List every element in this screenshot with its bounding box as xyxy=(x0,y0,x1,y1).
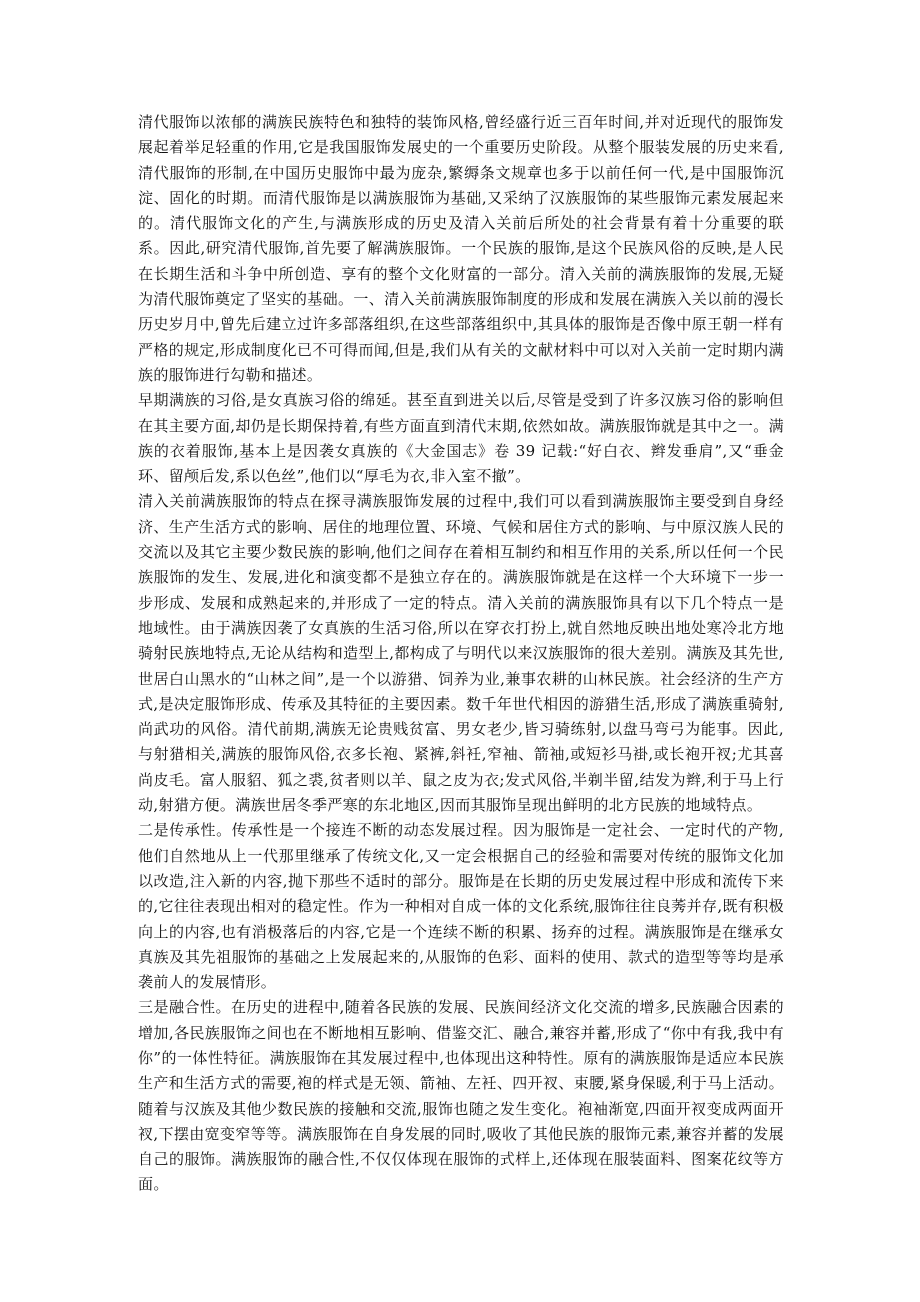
document-body xyxy=(138,110,784,1198)
paragraph-inheritance: 二是传承性。传承性是一个接连不断的动态发展过程。因为服饰是一定社会、一定时代的产物,他们自然地从上一代那里继承了传统文化,又一定会根据自己的经验和需要对传统的服饰文化加以改造,注入新的内容,抛下那些不适时的部分。服饰是在长期的历史发展过程中形成和流传下来的,它往往表现出相对的稳定性。作为一种相对自成一体的文化系统,服饰往往良莠并存,既有积极向上的内容,也有消极落后的内容,它是一个连续不断的积累、扬弃的过程。满族服饰是在继承女真族及其先祖服饰的基础之上发展起来的,从服饰的色彩、面料的使用、款式的造型等等均是承袭前人的发展情形。 xyxy=(138,821,784,992)
paragraph-intro: 清代服饰以浓郁的满族民族特色和独特的装饰风格,曾经盛行近三百年时间,并对近现代的服饰发展起着举足轻重的作用,它是我国服饰发展史的一个重要历史阶段。从整个服装发展的历史来看,清代服饰的形制,在中国历史服饰中最为庞杂,繁缛条文规章也多于以前任何一代,是中国服饰沉淀、固化的时期。而清代服饰是以满族服饰为基础,又采纳了汉族服饰的某些服饰元素发展起来的。清代服饰文化的产生,与满族形成的历史及清入关前后所处的社会背景有着十分重要的联系。因此,研究清代服饰,首先要了解满族服饰。一个民族的服饰,是这个民族风俗的反映,是人民在长期生活和斗争中所创造、享有的整个文化财富的一部分。清入关前的满族服饰的发展,无疑为清代服饰奠定了坚实的基础。一、清入关前满族服饰制度的形成和发展在满族入关以前的漫长历史岁月中,曾先后建立过许多部落组织,在这些部落组织中,其具体的服饰是否像中原王朝一样有严格的规定,形成制度化已不可得而闻,但是,我们从有关的文献材料中可以对入关前一定时期内满族的服饰进行勾勒和描述。 xyxy=(138,113,784,384)
paragraph-regional-features: 清入关前满族服饰的特点在探寻满族服饰发展的过程中,我们可以看到满族服饰主要受到自身经济、生产生活方式的影响、居住的地理位置、环境、气候和居住方式的影响、与中原汉族人民的交流以及其它主要少数民族的影响,他们之间存在着相互制约和相互作用的关系,所以任何一个民族服饰的发生、发展,进化和演变都不是独立存在的。满族服饰就是在这样一个大环境下一步一步形成、发展和成熟起来的,并形成了一定的特点。清入关前的满族服饰具有以下几个特点一是地域性。由于满族因袭了女真族的生活习俗,所以在穿衣打扮上,就自然地反映出地处寒冷北方地骑射民族地特点,无论从结构和造型上,都构成了与明代以来汉族服饰的很大差别。满族及其先世,世居白山黑水的“山林之间”,是一个以游猎、饲养为业,兼事农耕的山林民族。社会经济的生产方式,是决定服饰形成、传承及其特征的主要因素。数千年世代相因的游猎生活,形成了满族重骑射,尚武功的风俗。清代前期,满族无论贵贱贫富、男女老少,皆习骑练射,以盘马弯弓为能事。因此,与射猎相关,满族的服饰风俗,衣多长袍、紧裤,斜衽,窄袖、箭袖,或短衫马褂,或长袍开衩;尤其喜尚皮毛。富人服貂、狐之裘,贫者则以羊、鼠之皮为衣;发式风俗,半剃半留,结发为辫,利于马上行动,射猎方便。满族世居冬季严寒的东北地区,因而其服饰呈现出鲜明的北方民族的地域特点。 xyxy=(138,492,784,815)
paragraph-early-customs: 早期满族的习俗,是女真族习俗的绵延。甚至直到进关以后,尽管是受到了许多汉族习俗的影响但在其主要方面,却仍是长期保持着,有些方面直到清代末期,依然如故。满族服饰就是其中之一。满族的衣着服饰,基本上是因袭女真族的《大金国志》卷 39 记载:“好白衣、辫发垂肩”,又“垂金环、留颅后发,系以色丝”,他们以“厚毛为衣,非入室不撤”。 xyxy=(138,391,784,486)
paragraph-integration: 三是融合性。在历史的进程中,随着各民族的发展、民族间经济文化交流的增多,民族融合因素的增加,各民族服饰之间也在不断地相互影响、借鉴交汇、融合,兼容并蓄,形成了“你中有我,我中有你”的一体性特征。满族服饰在其发展过程中,也体现出这种特性。原有的满族服饰是适应本民族生产和生活方式的需要,袍的样式是无领、箭袖、左衽、四开衩、束腰,紧身保暖,利于马上活动。随着与汉族及其他少数民族的接触和交流,服饰也随之发生变化。袍袖渐宽,四面开衩变成两面开衩,下摆由宽变窄等等。满族服饰在自身发展的同时,吸收了其他民族的服饰元素,兼容并蓄的发展自己的服饰。满族服饰的融合性,不仅仅体现在服饰的式样上,还体现在服装面料、图案花纹等方面。 xyxy=(138,998,784,1194)
